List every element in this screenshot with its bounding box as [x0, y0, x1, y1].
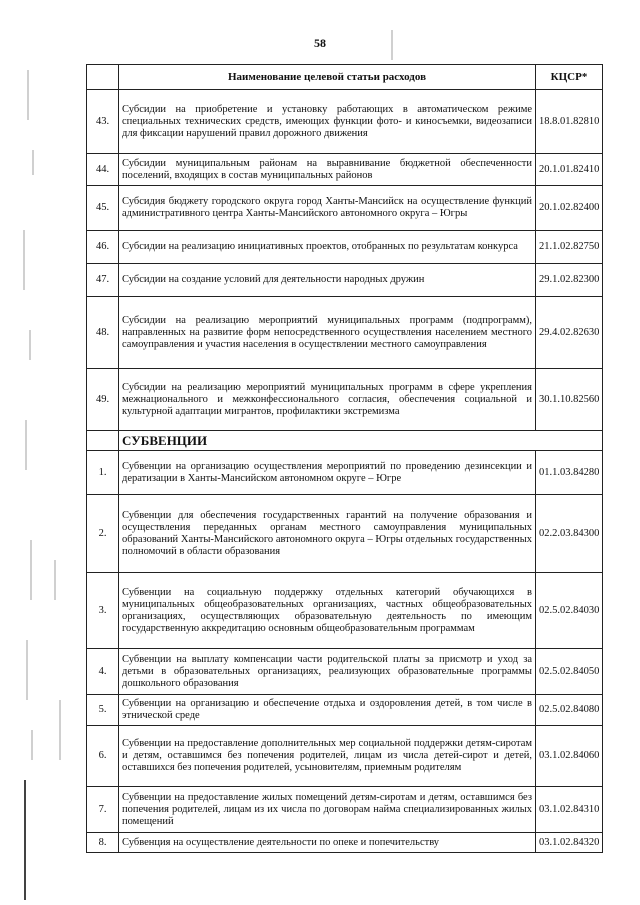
- row-code: 02.5.02.84050: [536, 649, 603, 695]
- header-name: Наименование целевой статьи расходов: [119, 65, 536, 90]
- row-code: 20.1.02.82400: [536, 186, 603, 231]
- table-row: [87, 495, 603, 573]
- row-name: Субвенции на предоставление жилых помещений детям-сиротам и детям, оставшимся без попечения родителей, лицам из их числа по договорам найма специализированных жилых помещений: [119, 787, 536, 833]
- row-code: 03.1.02.84320: [536, 833, 603, 853]
- header-number: [87, 65, 119, 90]
- row-number: 49.: [87, 369, 119, 431]
- row-number: 43.: [87, 90, 119, 154]
- row-code: 01.1.03.84280: [536, 451, 603, 495]
- table-row: [87, 369, 603, 431]
- row-code: 03.1.02.84060: [536, 726, 603, 787]
- row-number: 8.: [87, 833, 119, 853]
- table-row: [87, 833, 603, 853]
- row-name: Субвенции на организацию осуществления мероприятий по проведению дезинсекции и дератизации в Ханты-Мансийском автономном округе – Югре: [119, 451, 536, 495]
- header-code: КЦСР*: [536, 65, 603, 90]
- row-number: 1.: [87, 451, 119, 495]
- row-name: Субвенции для обеспечения государственных гарантий на получение образования и осуществления переданных органам местного самоуправления муниципальных образований Ханты-Мансийского автономного округа – Югры отдельных государственных полномочий в области образования: [119, 495, 536, 573]
- table-row: [87, 154, 603, 186]
- row-number: 44.: [87, 154, 119, 186]
- table-row: [87, 297, 603, 369]
- row-code: 02.5.02.84030: [536, 573, 603, 649]
- row-number: 45.: [87, 186, 119, 231]
- table-row: [87, 787, 603, 833]
- row-name: Субсидия бюджету городского округа город Ханты-Мансийск на осуществление функций административного центра Ханты-Мансийского автономного округа – Югры: [119, 186, 536, 231]
- row-name: Субсидии муниципальным районам на выравнивание бюджетной обеспеченности поселений, входящих в состав муниципальных районов: [119, 154, 536, 186]
- table-row: [87, 90, 603, 154]
- row-code: 29.1.02.82300: [536, 264, 603, 297]
- section-number: [87, 431, 119, 451]
- row-name: Субвенции на организацию и обеспечение отдыха и оздоровления детей, в том числе в этнической среде: [119, 695, 536, 726]
- table-header-row: [87, 65, 603, 90]
- row-number: 2.: [87, 495, 119, 573]
- table-row: [87, 451, 603, 495]
- row-name: Субсидии на реализацию инициативных проектов, отобранных по результатам конкурса: [119, 231, 536, 264]
- row-code: 02.2.03.84300: [536, 495, 603, 573]
- row-name: Субвенции на социальную поддержку отдельных категорий обучающихся в муниципальных общеобразовательных организациях, частных общеобразовательных организациях, осуществляющих образовательную деятельность по имеющим государственную аккредитацию основным общеобразовательным программам: [119, 573, 536, 649]
- row-name: Субсидии на реализацию мероприятий муниципальных программ в сфере укрепления межнационального и межконфессионального согласия, обеспечения социальной и культурной адаптации мигрантов, профилактики экстремизма: [119, 369, 536, 431]
- row-number: 7.: [87, 787, 119, 833]
- row-number: 4.: [87, 649, 119, 695]
- row-code: 03.1.02.84310: [536, 787, 603, 833]
- row-number: 6.: [87, 726, 119, 787]
- page-number: 58: [314, 36, 326, 50]
- section-row: [87, 431, 603, 451]
- table-row: [87, 726, 603, 787]
- table-row: [87, 264, 603, 297]
- row-number: 46.: [87, 231, 119, 264]
- row-name: Субвенции на выплату компенсации части родительской платы за присмотр и уход за детьми в образовательных организациях, реализующих образовательные программы дошкольного образования: [119, 649, 536, 695]
- row-code: 21.1.02.82750: [536, 231, 603, 264]
- table-row: [87, 573, 603, 649]
- row-name: Субвенции на предоставление дополнительных мер социальной поддержки детям-сиротам и детям, оставшимся без попечения родителей, лицам из числа детей-сирот и детей, оставшихся без попечения родителей, усыновителям, приемным родителям: [119, 726, 536, 787]
- table-body: [87, 90, 603, 853]
- row-number: 47.: [87, 264, 119, 297]
- row-name: Субсидии на создание условий для деятельности народных дружин: [119, 264, 536, 297]
- row-number: 48.: [87, 297, 119, 369]
- row-number: 3.: [87, 573, 119, 649]
- table-row: [87, 231, 603, 264]
- row-code: 20.1.01.82410: [536, 154, 603, 186]
- row-name: Субвенция на осуществление деятельности по опеке и попечительству: [119, 833, 536, 853]
- budget-expense-table: [86, 64, 603, 853]
- row-code: 29.4.02.82630: [536, 297, 603, 369]
- row-code: 18.8.01.82810: [536, 90, 603, 154]
- row-name: Субсидии на приобретение и установку работающих в автоматическом режиме специальных технических средств, имеющих функции фото- и киносъемки, видеозаписи для фиксации нарушений правил дорожного движения: [119, 90, 536, 154]
- row-code: 30.1.10.82560: [536, 369, 603, 431]
- row-name: Субсидии на реализацию мероприятий муниципальных программ (подпрограмм), направленных на развитие форм непосредственного осуществления населением местного самоуправления и участия населения в осуществлении местного самоуправления: [119, 297, 536, 369]
- table-row: [87, 695, 603, 726]
- table-row: [87, 649, 603, 695]
- section-title: СУБВЕНЦИИ: [119, 431, 603, 451]
- row-number: 5.: [87, 695, 119, 726]
- table-row: [87, 186, 603, 231]
- row-code: 02.5.02.84080: [536, 695, 603, 726]
